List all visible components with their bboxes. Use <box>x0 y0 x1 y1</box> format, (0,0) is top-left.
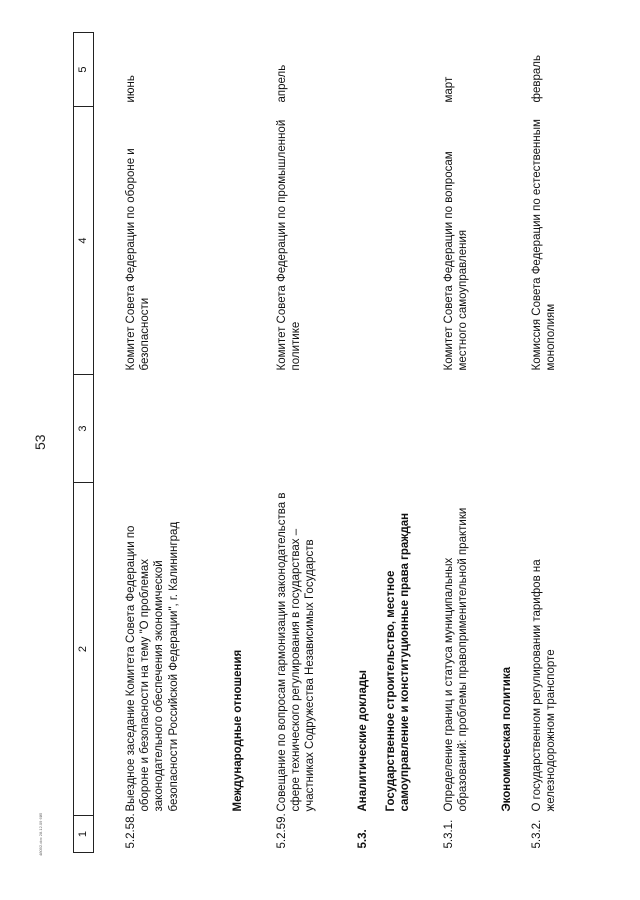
file-stamp-text: 4й092.doc 28.12.09 6й5 <box>38 812 43 856</box>
event-title: О государственном регулировании тарифов на железнодорожном транспорте <box>530 559 557 812</box>
section-heading: Экономическая политика <box>500 667 513 812</box>
section-heading-row <box>500 33 530 853</box>
header-row <box>74 33 94 853</box>
row-number: 5.3.1. <box>442 819 455 849</box>
table-row <box>530 33 580 853</box>
section-title: Аналитические доклады <box>356 670 369 812</box>
row-number: 5.2.59. <box>275 813 288 849</box>
column-header-1: 1 <box>74 816 94 853</box>
responsible-committee: Комиссия Совета Федерации по естественным монополиям <box>530 119 557 371</box>
column-header-3: 3 <box>74 375 94 483</box>
column-header-4: 4 <box>74 107 94 375</box>
event-title: Выездное заседание Комитета Совета Федерации по обороне и безопасности на тему "О проблемах законодательного обеспечения экономической безопасности Российской Федерации", г. Калининград <box>124 521 180 812</box>
table-row <box>124 33 231 853</box>
column-header-2: 2 <box>74 483 94 816</box>
column-3-cell <box>530 375 580 483</box>
section-heading: Государственное строительство, местное самоуправление и конституционные права граждан <box>384 512 411 812</box>
column-3-cell <box>275 375 356 483</box>
table-row <box>275 33 356 853</box>
table-row <box>442 33 500 853</box>
plan-table <box>73 32 580 853</box>
section-heading: Международные отношения <box>231 649 244 812</box>
column-header-5: 5 <box>74 33 94 107</box>
event-month: июнь <box>124 75 137 103</box>
plan-table-container <box>73 33 601 853</box>
event-title: Совещание по вопросам гармонизации законодательства в сфере технического регулирования в государствах – участниках Содружества Независимых Государств <box>275 492 317 812</box>
event-title: Определение границ и статуса муниципальных образований: проблемы правоприменительной практики <box>442 507 469 812</box>
responsible-committee: Комитет Совета Федерации по промышленной политике <box>275 119 302 371</box>
section-heading-row <box>384 33 442 853</box>
table-row <box>356 33 384 853</box>
row-number: 5.3.2. <box>530 819 543 849</box>
event-month: февраль <box>530 55 543 103</box>
event-month: март <box>442 76 455 103</box>
column-3-cell <box>442 375 500 483</box>
responsible-committee: Комитет Совета Федерации по обороне и безопасности <box>124 148 151 371</box>
section-heading-row <box>231 33 275 853</box>
column-3-cell <box>124 375 231 483</box>
event-month: апрель <box>275 64 288 103</box>
row-number: 5.3. <box>356 829 369 849</box>
page-number-text: 53 <box>32 434 48 450</box>
responsible-committee: Комитет Совета Федерации по вопросам местного самоуправления <box>442 151 469 371</box>
row-number: 5.2.58. <box>124 813 137 849</box>
